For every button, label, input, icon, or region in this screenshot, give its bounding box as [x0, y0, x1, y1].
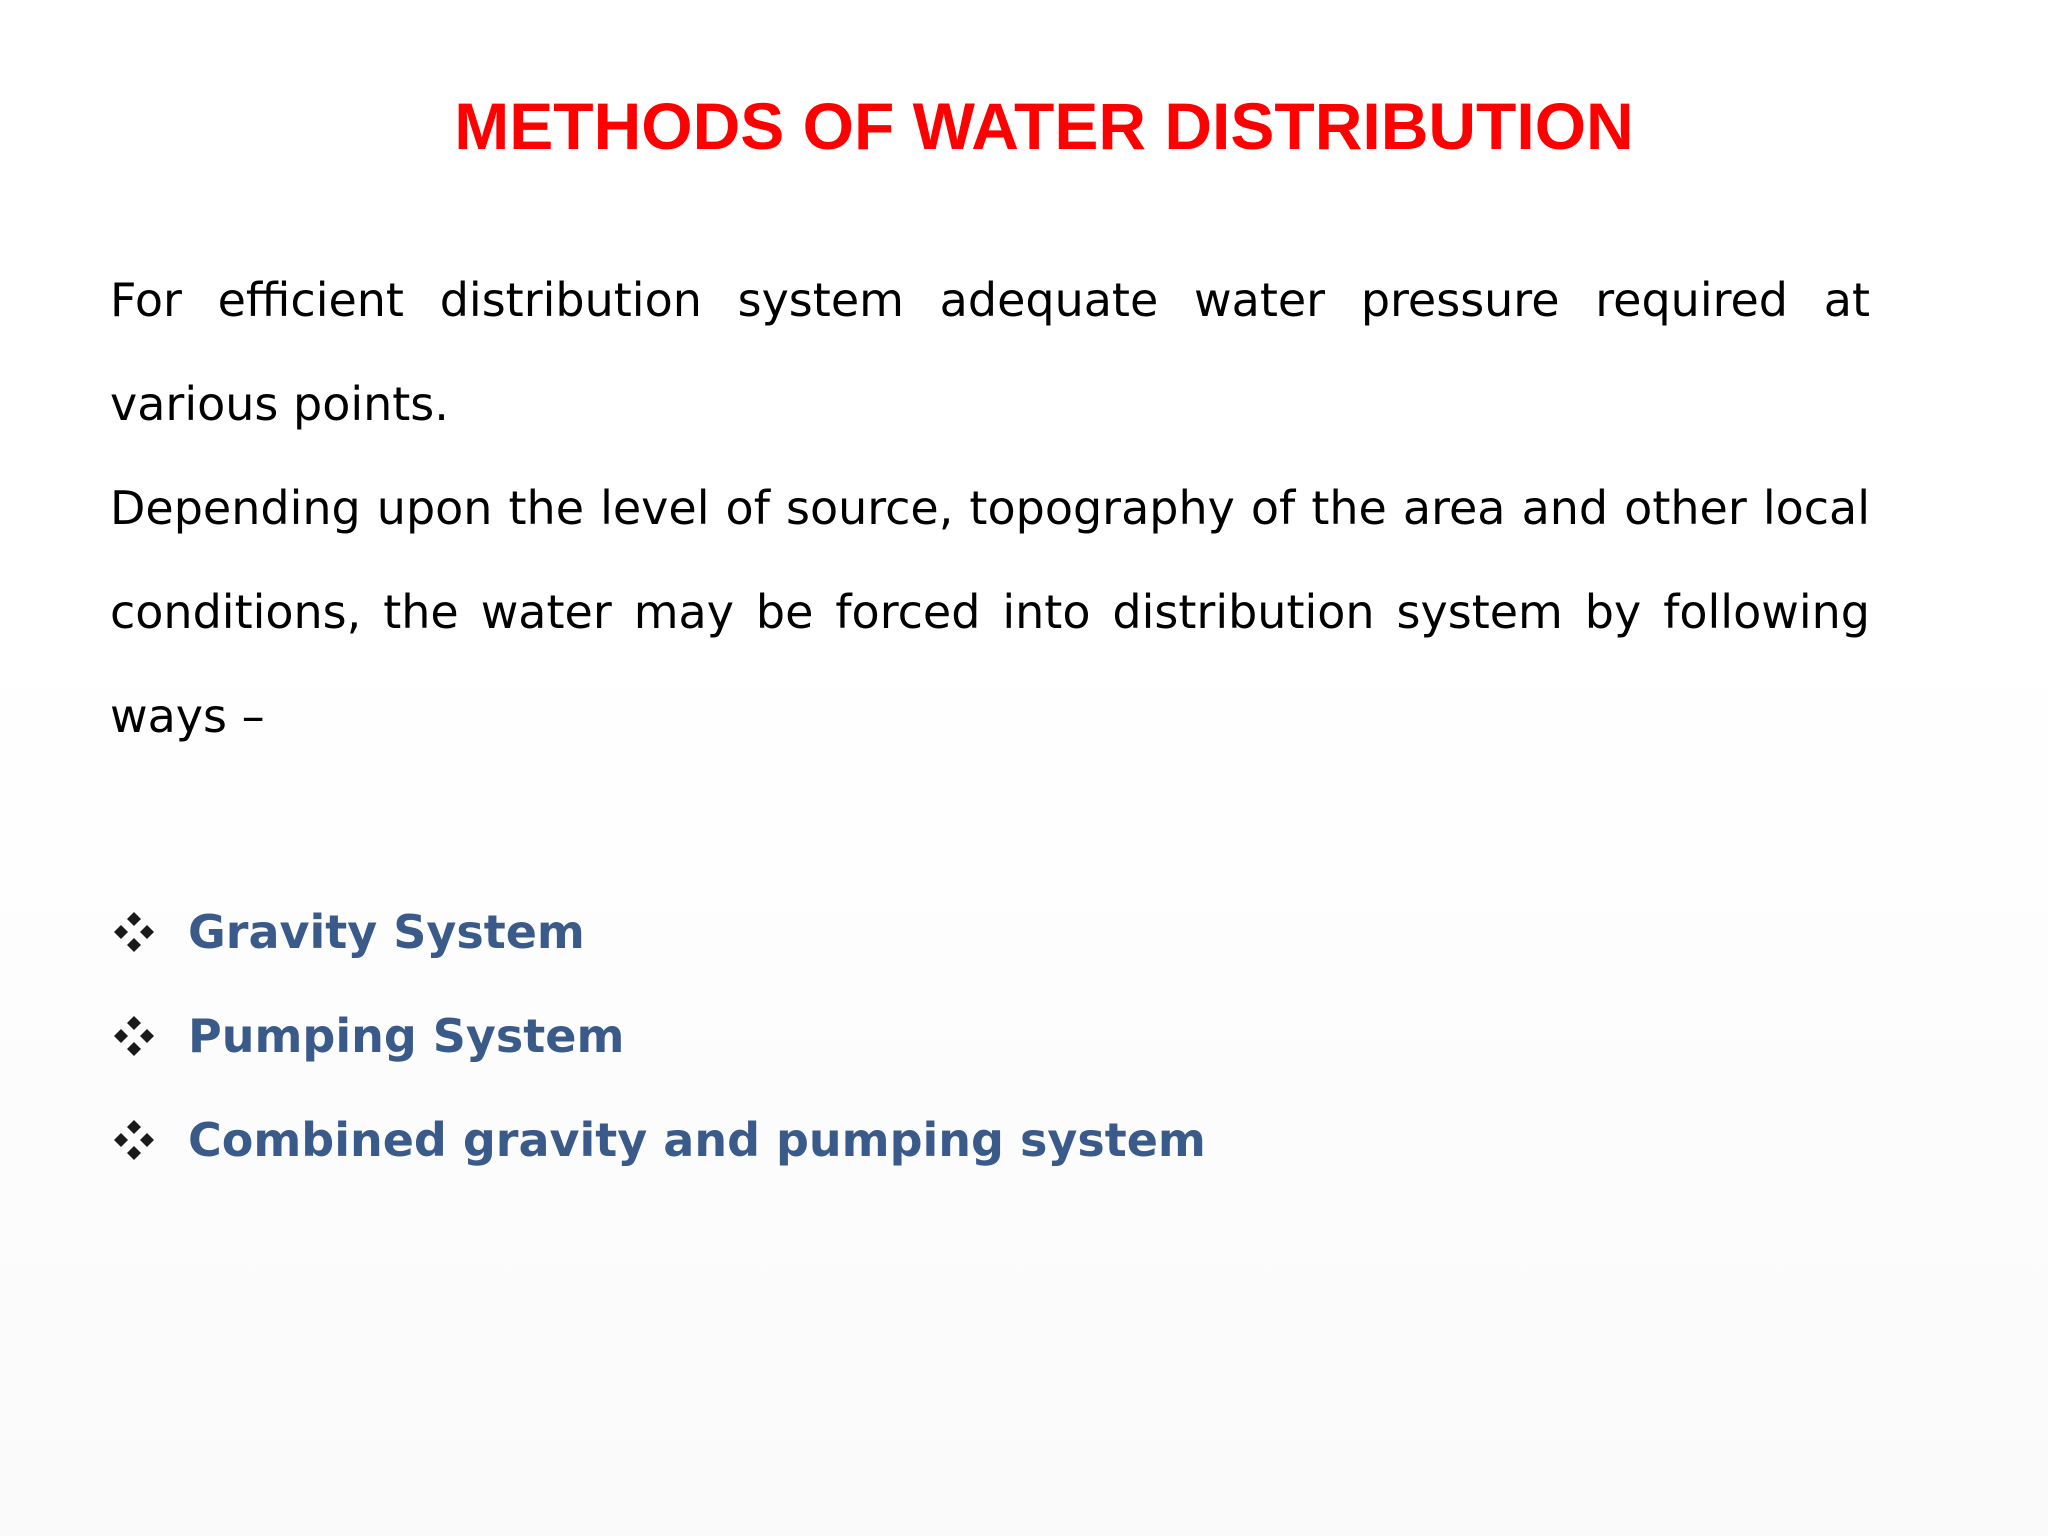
- bullet-label: Pumping System: [188, 1009, 625, 1063]
- four-diamond-bullet-icon: [110, 908, 158, 956]
- bullet-item: [110, 1088, 1510, 1192]
- bullet-label: Gravity System: [188, 905, 585, 959]
- bullet-item: [110, 880, 1510, 984]
- body-paragraph: For efficient distribution system adequate water pressure required at various points.: [110, 273, 1870, 431]
- four-diamond-bullet-icon: [110, 1116, 158, 1164]
- bullet-item: [110, 984, 1510, 1088]
- four-diamond-bullet-icon: [110, 1012, 158, 1060]
- slide-title: METHODS OF WATER DISTRIBUTION: [454, 89, 1634, 163]
- bullet-list: [110, 880, 1510, 1192]
- slide-body: [110, 248, 1870, 768]
- body-paragraph: Depending upon the level of source, topography of the area and other local conditions, the water may be forced into distribution system by following ways –: [110, 481, 1870, 743]
- bullet-label: Combined gravity and pumping system: [188, 1113, 1206, 1167]
